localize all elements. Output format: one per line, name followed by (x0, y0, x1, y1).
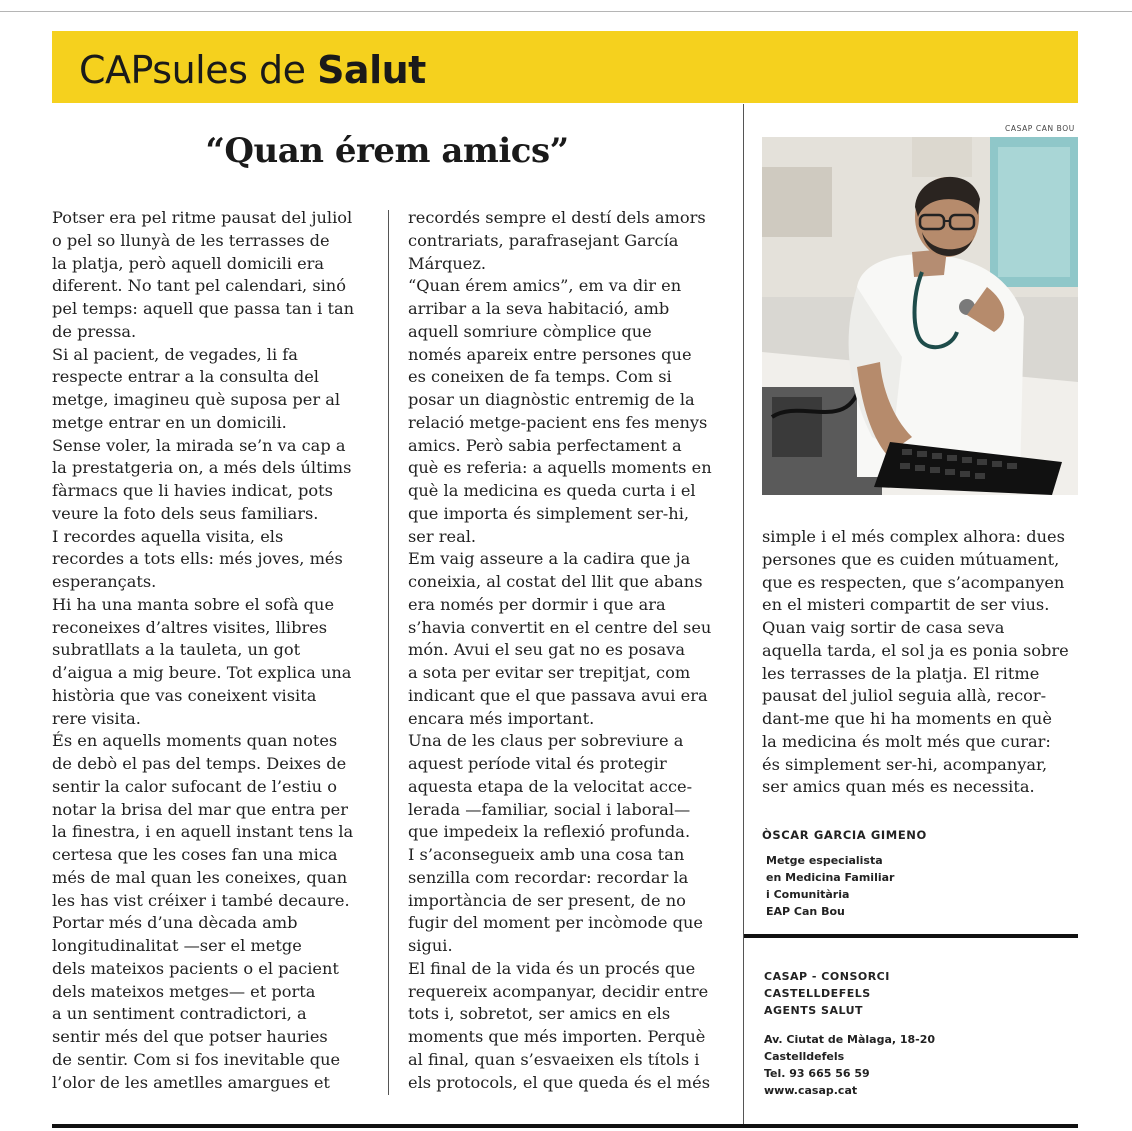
text-line: indicant que el que passava avui era (408, 685, 708, 705)
text-line: relació metge-pacient ens fes menys (408, 412, 708, 432)
text-line: Em vaig asseure a la cadira que ja (408, 549, 691, 569)
text-line: de pressa. (52, 321, 137, 341)
text-line: Hi ha una manta sobre el sofà que (52, 594, 335, 614)
text-line: moments que més importen. Perquè (408, 1027, 706, 1046)
text-line: de debò el pas del temps. Deixes de (52, 754, 347, 773)
text-line: diferent. No tant pel calendari, sinó (52, 276, 346, 296)
sidebar-divider (743, 104, 744, 1124)
organization-name (764, 968, 890, 1019)
text-line: Portar més d’una dècada amb (52, 913, 298, 933)
text-line: era només per dormir i que ara (408, 594, 666, 614)
text-line: dant-me que hi ha moments en què (762, 709, 1052, 728)
text-line: ser real. (408, 526, 477, 546)
text-line: contrariats, parafrasejant García (408, 230, 679, 250)
text-line: coneixia, al costat del llit que abans (408, 572, 703, 591)
doctor-at-computer-image (762, 137, 1078, 495)
text-line: simple i el més complex alhora: dues (762, 527, 1065, 546)
text-line: les terrasses de la platja. El ritme (762, 663, 1040, 683)
section-banner (52, 31, 1078, 103)
text-line: encara més important. (408, 708, 595, 728)
text-line: Una de les claus per sobreviure a (408, 731, 684, 751)
bottom-divider (52, 1124, 1078, 1128)
text-line: requereix acompanyar, decidir entre (408, 981, 709, 1001)
column-divider (388, 210, 389, 1095)
text-line: I recordes aquella visita, els (52, 526, 284, 546)
text-line: metge, imagineu què suposa per al (52, 390, 341, 409)
article-column-3 (762, 526, 1069, 799)
text-line: reconeixes d’altres visites, llibres (52, 617, 328, 637)
text-line: posar un diagnòstic entremig de la (408, 390, 695, 409)
text-line: persones que es cuiden mútuament, (762, 549, 1060, 569)
text-line: la finestra, i en aquell instant tens la (52, 822, 354, 842)
text-line: esperançats. (52, 572, 157, 591)
text-line: què la medicina es queda curta i el (408, 481, 696, 500)
author-role (766, 852, 894, 920)
author-role-line: en Medicina Familiar (766, 871, 895, 884)
text-line: metge entrar en un domicili. (52, 412, 287, 432)
text-line: respecte entrar a la consulta del (52, 367, 319, 387)
article-column-1 (52, 207, 354, 1094)
text-line: Sense voler, la mirada se’n va cap a (52, 435, 346, 455)
address-line: Av. Ciutat de Màlaga, 18-20 (764, 1033, 936, 1046)
author-name: ÒSCAR GARCIA GIMENO (762, 828, 927, 842)
organization-line: CASTELLDEFELS (764, 987, 871, 1000)
text-line: Potser era pel ritme pausat del juliol (52, 208, 353, 227)
address-line: www.casap.cat (764, 1084, 858, 1097)
text-line: les has vist créixer i també decaure. (52, 890, 350, 910)
text-line: història que vas coneixent visita (52, 685, 317, 705)
text-line: s’havia convertit en el centre del seu (408, 617, 712, 637)
text-line: recordés sempre el destí dels amors (408, 208, 706, 227)
text-line: Si al pacient, de vegades, li fa (52, 344, 298, 364)
text-line: subratllats a la tauleta, un got (52, 640, 301, 660)
text-line: aquest període vital és protegir (408, 754, 667, 773)
article-headline: “Quan érem amics” (205, 131, 569, 171)
text-line: sigui. (408, 936, 453, 955)
author-role-line: EAP Can Bou (766, 905, 845, 918)
text-line: ser amics quan més es necessita. (762, 777, 1035, 797)
text-line: importància de ser present, de no (408, 890, 686, 910)
article-column-2 (408, 207, 712, 1094)
text-line: dels mateixos pacients o el pacient (52, 958, 339, 978)
text-line: Quan vaig sortir de casa seva (762, 618, 1005, 637)
text-line: amics. Però sabia perfectament a (408, 435, 682, 455)
text-line: I s’aconsegueix amb una cosa tan (408, 845, 685, 864)
text-line: només apareix entre persones que (408, 344, 692, 364)
text-line: és simplement ser-hi, acompanyar, (762, 754, 1048, 774)
text-line: aquella tarda, el sol ja es ponia sobre (762, 640, 1069, 660)
text-line: lerada —familiar, social i laboral— (408, 799, 691, 819)
text-line: de sentir. Com si fos inevitable que (52, 1049, 341, 1069)
text-line: fugir del moment per incòmode que (408, 913, 703, 933)
text-line: recordes a tots ells: més joves, més (52, 549, 343, 569)
text-line: pausat del juliol seguia allà, recor- (762, 686, 1047, 706)
author-role-line: Metge especialista (766, 854, 883, 867)
text-line: rere visita. (52, 708, 141, 728)
address-line: Tel. 93 665 56 59 (764, 1067, 870, 1080)
text-line: És en aquells moments quan notes (52, 731, 338, 751)
text-line: la prestatgeria on, a més dels últims (52, 458, 352, 478)
text-line: en el misteri compartit de ser vius. (762, 595, 1050, 615)
text-line: dels mateixos metges— et porta (52, 981, 316, 1001)
text-line: que es respecten, que s’acompanyen (762, 572, 1065, 592)
text-line: certesa que les coses fan una mica (52, 845, 338, 864)
text-line: els protocols, el que queda és el més (408, 1072, 711, 1092)
text-line: es coneixen de fa temps. Com si (408, 367, 672, 387)
text-line: la medicina és molt més que curar: (762, 731, 1051, 751)
text-line: d’aigua a mig beure. Tot explica una (52, 663, 352, 682)
text-line: la platja, però aquell domicili era (52, 253, 325, 273)
text-line: què es referia: a aquells moments en (408, 458, 712, 478)
text-line: senzilla com recordar: recordar la (408, 867, 689, 887)
organization-line: CASAP - CONSORCI (764, 970, 890, 983)
text-line: més de mal quan les coneixes, quan (52, 867, 348, 887)
address-line: Castelldefels (764, 1050, 845, 1063)
text-line: sentir la calor sufocant de l’estiu o (52, 776, 337, 796)
text-line: al final, quan s’esvaeixen els títols i (408, 1049, 700, 1069)
text-line: que impedeix la reflexió profunda. (408, 822, 691, 842)
sidebar-thick-divider (744, 934, 1078, 938)
organization-address (764, 1031, 935, 1099)
text-line: sentir més del que potser hauries (52, 1027, 328, 1046)
text-line: veure la foto dels seus familiars. (52, 503, 319, 523)
section-title-regular: CAPsules de (79, 48, 318, 92)
text-line: longitudinalitat —ser el metge (52, 936, 302, 955)
text-line: tots i, sobretot, ser amics en els (408, 1004, 671, 1024)
text-line: Márquez. (408, 253, 487, 273)
text-line: notar la brisa del mar que entra per (52, 799, 348, 819)
author-role-line: i Comunitària (766, 888, 850, 901)
top-divider (0, 11, 1132, 12)
photo-credit: CASAP CAN BOU (1005, 124, 1075, 133)
text-line: pel temps: aquell que passa tan i tan (52, 299, 355, 318)
organization-line: AGENTS SALUT (764, 1004, 864, 1017)
text-line: arribar a la seva habitació, amb (408, 299, 670, 318)
section-title (79, 48, 426, 92)
section-title-bold: Salut (317, 48, 426, 92)
text-line: El final de la vida és un procés que (408, 958, 696, 978)
text-line: o pel so llunyà de les terrasses de (52, 230, 330, 250)
text-line: aquesta etapa de la velocitat acce- (408, 776, 693, 796)
text-line: que importa és simplement ser-hi, (408, 503, 690, 523)
text-line: “Quan érem amics”, em va dir en (408, 276, 682, 296)
text-line: a un sentiment contradictori, a (52, 1004, 307, 1024)
text-line: aquell somriure còmplice que (408, 321, 652, 341)
text-line: món. Avui el seu gat no es posava (408, 640, 685, 660)
text-line: fàrmacs que li havies indicat, pots (52, 481, 333, 500)
author-photo (762, 137, 1078, 495)
text-line: l’olor de les ametlles amargues et (52, 1072, 330, 1092)
text-line: a sota per evitar ser trepitjat, com (408, 663, 691, 682)
